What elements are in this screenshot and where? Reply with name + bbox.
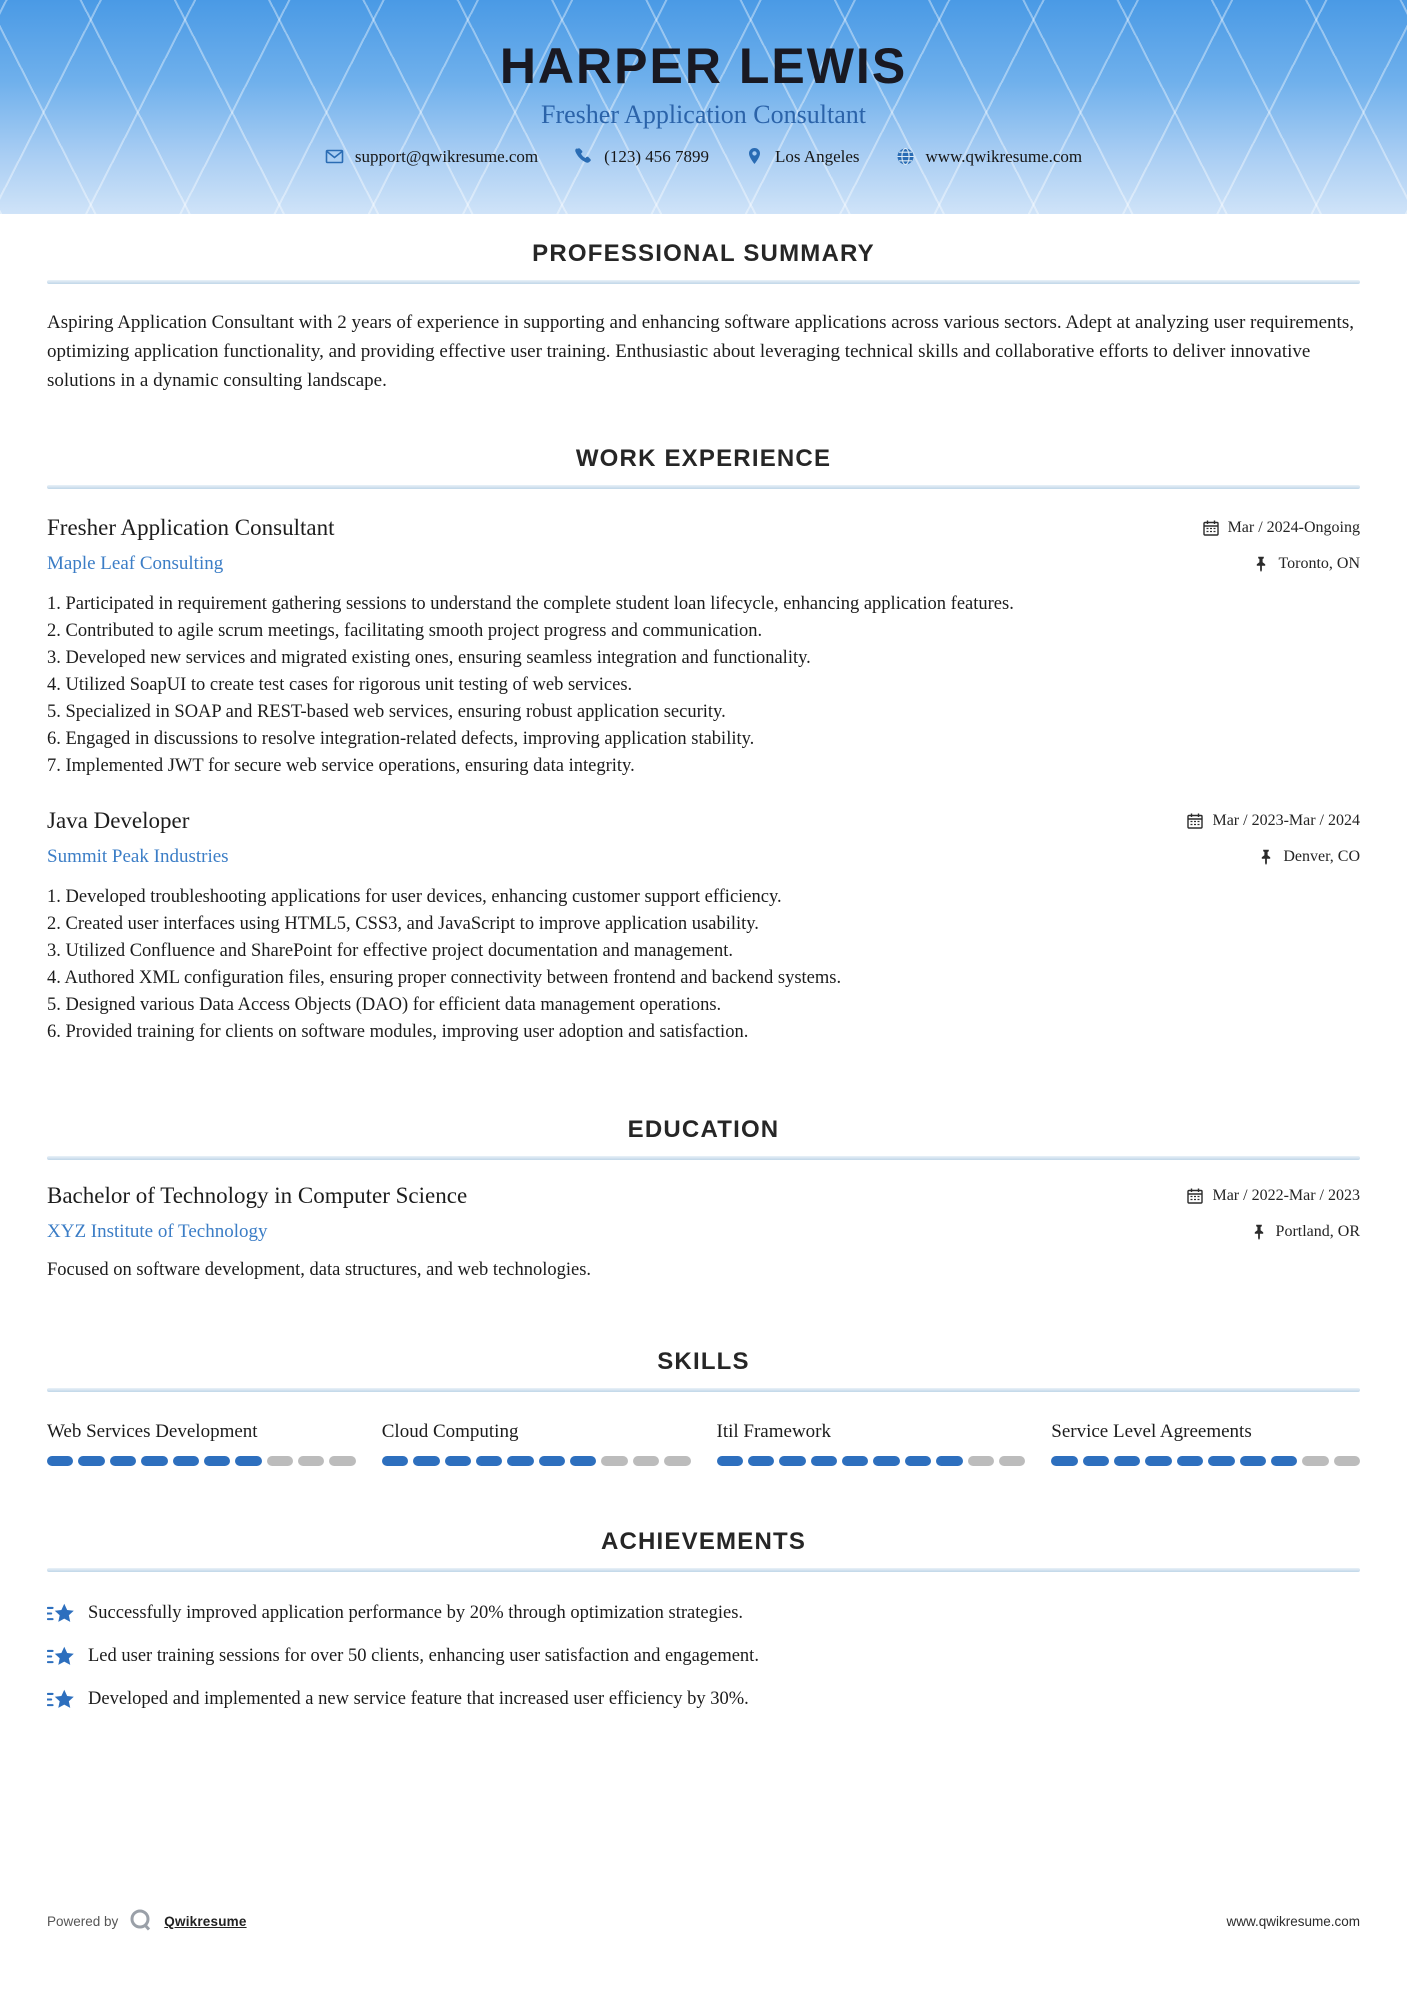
page-footer	[47, 1908, 1360, 1934]
company-link[interactable]: Maple Leaf Consulting	[47, 553, 224, 574]
skill-level-segment	[1114, 1456, 1140, 1466]
job-bullet: Authored XML configuration files, ensuring proper connectivity between frontend and backend systems.	[64, 968, 842, 988]
skill-level-segment	[78, 1456, 104, 1466]
contact-website[interactable]	[896, 147, 1083, 167]
job-bullet: Developed troubleshooting applications for user devices, enhancing customer support efficiency.	[65, 887, 782, 907]
footer-branding	[47, 1908, 247, 1934]
skills-grid	[47, 1420, 1360, 1466]
skill-item	[47, 1420, 356, 1466]
section-divider	[47, 1568, 1360, 1572]
skill-level-segment	[413, 1456, 439, 1466]
skill-level-segment	[570, 1456, 596, 1466]
job-bullet: Participated in requirement gathering sessions to understand the complete student loan lifecycle, enhancing application features.	[65, 594, 1014, 614]
skill-item	[717, 1420, 1026, 1466]
contact-location	[745, 147, 860, 167]
skill-level-segment	[1302, 1456, 1328, 1466]
pushpin-icon	[1251, 1224, 1267, 1240]
education-description: Focused on software development, data structures, and web technologies.	[47, 1260, 592, 1280]
degree-title: Bachelor of Technology in Computer Science	[47, 1183, 468, 1208]
education-heading: EDUCATION	[627, 1116, 780, 1143]
achievement-star-icon	[47, 1687, 75, 1713]
contact-website-text: www.qwikresume.com	[925, 146, 1083, 166]
skill-level-segment	[110, 1456, 136, 1466]
achievement-text: Successfully improved application performance by 20% through optimization strategies.	[88, 1603, 744, 1623]
skill-level-segment	[1051, 1456, 1077, 1466]
summary-heading: PROFESSIONAL SUMMARY	[532, 240, 875, 267]
skill-level-segment	[601, 1456, 627, 1466]
section-divider	[47, 280, 1360, 284]
section-divider	[47, 1156, 1360, 1160]
job-list	[47, 513, 1360, 1046]
achievement-text: Developed and implemented a new service feature that increased user efficiency by 30%.	[88, 1689, 749, 1709]
contact-email-text: support@qwikresume.com	[354, 146, 539, 166]
skill-level-segment	[445, 1456, 471, 1466]
job-bullet: Designed various Data Access Objects (DAO) for efficient data management operations.	[65, 995, 722, 1015]
job-title: Java Developer	[47, 808, 190, 833]
achievement-star-icon	[47, 1644, 75, 1670]
skill-level-segment	[539, 1456, 565, 1466]
experience-heading: WORK EXPERIENCE	[575, 445, 832, 472]
skill-level-segment	[811, 1456, 837, 1466]
skill-level-segment	[1240, 1456, 1266, 1466]
education-dates	[1187, 1187, 1360, 1205]
candidate-name: HARPER LEWIS	[499, 38, 908, 94]
education-location-text: Portland, OR	[1275, 1223, 1360, 1240]
skill-level-segment	[1271, 1456, 1297, 1466]
skill-level-bar	[1051, 1456, 1360, 1466]
job-location-text: Denver, CO	[1283, 848, 1360, 865]
job-bullet: Developed new services and migrated existing ones, ensuring seamless integration and functionality.	[65, 648, 811, 668]
skill-level-segment	[748, 1456, 774, 1466]
education-item	[47, 1181, 1360, 1284]
job-entry	[47, 806, 1360, 1046]
skill-level-bar	[382, 1456, 691, 1466]
skill-level-segment	[873, 1456, 899, 1466]
powered-by-label: Powered by	[47, 1913, 119, 1929]
job-dates	[1187, 812, 1360, 830]
skill-level-segment	[204, 1456, 230, 1466]
skill-level-segment	[173, 1456, 199, 1466]
job-bullet: Created user interfaces using HTML5, CSS3, and JavaScript to improve application usability.	[65, 914, 759, 934]
skill-level-segment	[968, 1456, 994, 1466]
skill-level-segment	[1334, 1456, 1360, 1466]
qwikresume-brand-link[interactable]: Qwikresume	[164, 1913, 247, 1929]
qwikresume-logo	[128, 1908, 154, 1934]
skill-level-segment	[842, 1456, 868, 1466]
section-achievements	[47, 1528, 1360, 1713]
education-dates-text: Mar / 2022-Mar / 2023	[1212, 1187, 1360, 1204]
job-dates-text: Mar / 2024-Ongoing	[1227, 519, 1360, 536]
skill-name: Web Services Development	[47, 1421, 258, 1442]
skill-level-segment	[1177, 1456, 1203, 1466]
job-location	[1258, 848, 1360, 866]
contact-row	[0, 147, 1407, 167]
achievement-star-icon	[47, 1601, 75, 1627]
calendar-icon	[1203, 520, 1219, 536]
skill-name: Service Level Agreements	[1051, 1421, 1252, 1442]
section-work-experience	[47, 445, 1360, 1046]
skill-level-segment	[717, 1456, 743, 1466]
skill-level-bar	[47, 1456, 356, 1466]
section-education	[47, 1116, 1360, 1284]
pushpin-icon	[1253, 556, 1269, 572]
achievement-text: Led user training sessions for over 50 clients, enhancing user satisfaction and engagement.	[88, 1646, 759, 1666]
skill-level-segment	[298, 1456, 324, 1466]
job-dates-text: Mar / 2023-Mar / 2024	[1212, 812, 1360, 829]
phone-icon	[574, 147, 593, 166]
job-dates	[1203, 519, 1360, 537]
skill-level-segment	[382, 1456, 408, 1466]
job-bullet: Implemented JWT for secure web service operations, ensuring data integrity.	[65, 756, 635, 776]
job-bullet-list	[47, 591, 1360, 780]
skill-item	[1051, 1420, 1360, 1466]
job-location-text: Toronto, ON	[1278, 555, 1360, 572]
location-pin-icon	[745, 147, 764, 166]
skills-heading: SKILLS	[657, 1348, 750, 1375]
section-divider	[47, 1388, 1360, 1392]
job-bullet: Utilized SoapUI to create test cases for rigorous unit testing of web services.	[65, 675, 633, 695]
job-bullet-list	[47, 884, 1360, 1046]
section-divider	[47, 485, 1360, 489]
contact-phone	[574, 147, 709, 167]
skill-level-segment	[664, 1456, 690, 1466]
skill-level-segment	[507, 1456, 533, 1466]
globe-icon	[896, 147, 915, 166]
skill-level-segment	[779, 1456, 805, 1466]
school-link[interactable]: XYZ Institute of Technology	[47, 1221, 268, 1242]
job-location	[1253, 555, 1360, 573]
section-skills	[47, 1348, 1360, 1466]
skill-item	[382, 1420, 691, 1466]
skill-level-segment	[999, 1456, 1025, 1466]
skill-level-segment	[1083, 1456, 1109, 1466]
skill-level-segment	[141, 1456, 167, 1466]
skill-level-segment	[905, 1456, 931, 1466]
skill-level-segment	[1208, 1456, 1234, 1466]
section-professional-summary	[47, 240, 1360, 395]
achievement-list	[47, 1600, 1360, 1713]
candidate-job-title: Fresher Application Consultant	[541, 99, 866, 129]
skill-level-segment	[47, 1456, 73, 1466]
skill-level-segment	[329, 1456, 355, 1466]
skill-level-segment	[235, 1456, 261, 1466]
calendar-icon	[1187, 813, 1203, 829]
skill-level-segment	[267, 1456, 293, 1466]
achievement-item	[47, 1643, 1360, 1670]
skill-level-segment	[1145, 1456, 1171, 1466]
contact-email[interactable]	[325, 147, 538, 167]
achievement-item	[47, 1600, 1360, 1627]
calendar-icon	[1187, 1188, 1203, 1204]
skill-level-segment	[476, 1456, 502, 1466]
company-link[interactable]: Summit Peak Industries	[47, 846, 229, 867]
job-title: Fresher Application Consultant	[47, 515, 335, 540]
skill-level-segment	[936, 1456, 962, 1466]
job-bullet: Engaged in discussions to resolve integration-related defects, improving application stability.	[65, 729, 755, 749]
pushpin-icon	[1258, 849, 1274, 865]
education-location	[1251, 1223, 1360, 1241]
job-bullet: Provided training for clients on software modules, improving user adoption and satisfaction.	[65, 1022, 749, 1042]
job-bullet: Specialized in SOAP and REST-based web services, ensuring robust application security.	[65, 702, 726, 722]
job-bullet: Utilized Confluence and SharePoint for effective project documentation and management.	[65, 941, 733, 961]
footer-website: www.qwikresume.com	[1226, 1913, 1360, 1929]
achievements-heading: ACHIEVEMENTS	[600, 1528, 807, 1555]
skill-name: Cloud Computing	[381, 1421, 519, 1442]
summary-paragraph: Aspiring Application Consultant with 2 years of experience in supporting and enhancing software applications across various sectors. Adept at analyzing user requirements, optimizing application functionality, and providing effective user training. Enthusiastic about leveraging technical skills and collaborative efforts to deliver innovative solutions in a dynamic consulting landscape.	[47, 312, 1354, 391]
skill-level-bar	[717, 1456, 1026, 1466]
job-entry	[47, 513, 1360, 780]
envelope-icon	[325, 147, 344, 166]
achievement-item	[47, 1686, 1360, 1713]
resume-header	[0, 0, 1407, 214]
skill-name: Itil Framework	[716, 1421, 832, 1442]
job-bullet: Contributed to agile scrum meetings, facilitating smooth project progress and communication.	[65, 621, 763, 641]
contact-phone-text: (123) 456 7899	[604, 146, 709, 166]
skill-level-segment	[633, 1456, 659, 1466]
contact-location-text: Los Angeles	[774, 146, 860, 166]
